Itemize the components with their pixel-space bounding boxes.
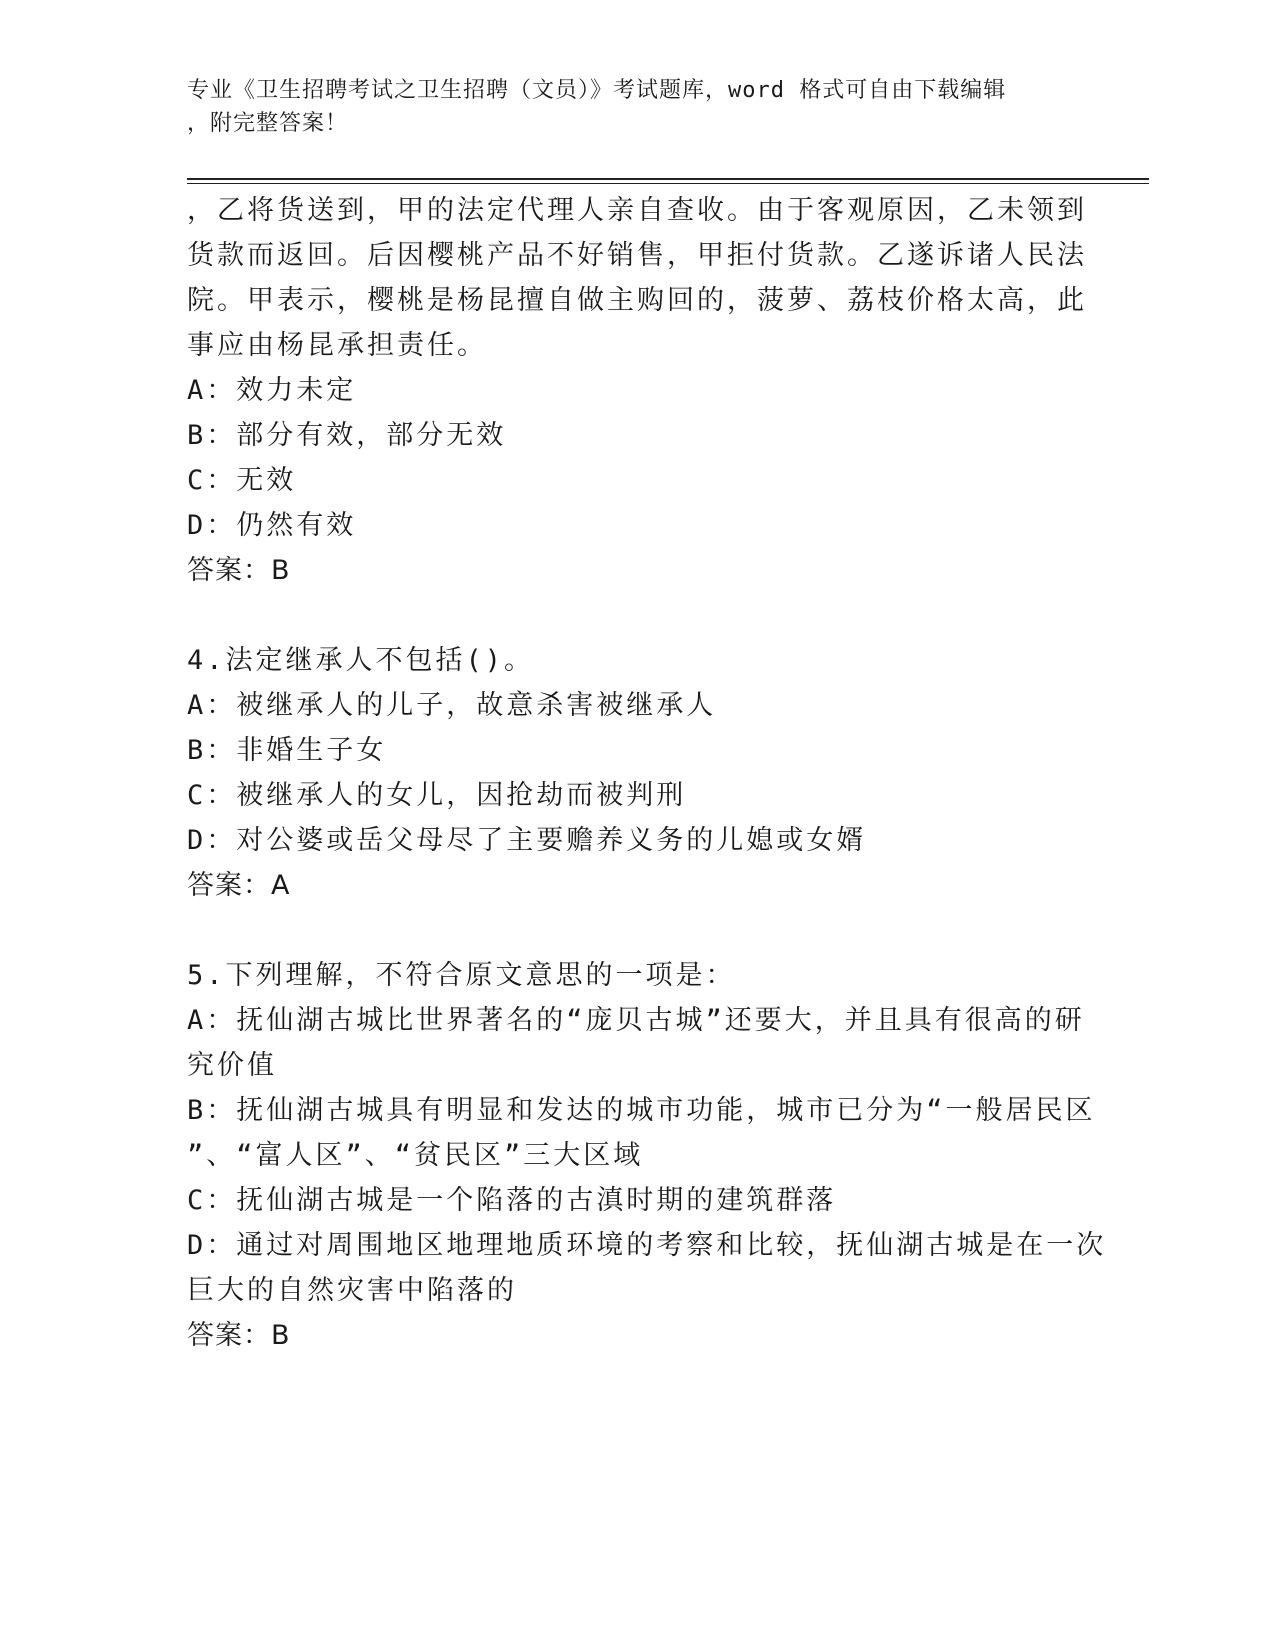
- option-d: D：对公婆或岳父母尽了主要赡养义务的儿媳或女婿: [187, 825, 867, 856]
- option-b: B：非婚生子女: [187, 735, 387, 766]
- option-b: B：部分有效，部分无效: [187, 420, 507, 451]
- answer: 答案：B: [187, 1320, 291, 1351]
- document-header: [187, 74, 1067, 140]
- question-3-text-line: 货款而返回。后因樱桃产品不好销售，甲拒付货款。乙遂诉诸人民法: [187, 240, 1087, 271]
- question-5: [187, 953, 1107, 1358]
- option-d-continued: 巨大的自然灾害中陷落的: [187, 1275, 517, 1306]
- question-3-text-line: 院。甲表示，樱桃是杨昆擅自做主购回的，菠萝、荔枝价格太高，此: [187, 285, 1087, 316]
- option-a: A：抚仙湖古城比世界著名的“庞贝古城”还要大，并且具有很高的研: [187, 1005, 1085, 1036]
- option-c: C：无效: [187, 465, 297, 496]
- option-a: A：被继承人的儿子，故意杀害被继承人: [187, 690, 717, 721]
- question-3: [187, 188, 1087, 593]
- header-line-1: 专业《卫生招聘考试之卫生招聘（文员）》考试题库，word 格式可自由下载编辑: [187, 78, 1007, 103]
- answer: 答案：B: [187, 555, 291, 586]
- option-d: D：通过对周围地区地理地质环境的考察和比较，抚仙湖古城是在一次: [187, 1230, 1107, 1261]
- option-a: A：效力未定: [187, 375, 357, 406]
- question-3-text-line: ，乙将货送到，甲的法定代理人亲自查收。由于客观原因，乙未领到: [187, 195, 1087, 226]
- question-4-stem: 4.法定继承人不包括()。: [187, 645, 535, 676]
- question-content: [187, 188, 1107, 1358]
- question-5-stem: 5.下列理解，不符合原文意思的一项是：: [187, 960, 736, 991]
- header-rule-thin: [187, 183, 1149, 184]
- option-a-continued: 究价值: [187, 1050, 277, 1081]
- option-b-continued: ”、“富人区”、“贫民区”三大区域: [187, 1140, 644, 1171]
- header-rule-thick: [187, 178, 1149, 180]
- option-c: C：被继承人的女儿，因抢劫而被判刑: [187, 780, 687, 811]
- option-c: C：抚仙湖古城是一个陷落的古滇时期的建筑群落: [187, 1185, 837, 1216]
- question-3-text-line: 事应由杨昆承担责任。: [187, 330, 487, 361]
- option-d: D：仍然有效: [187, 510, 357, 541]
- answer: 答案：A: [187, 870, 291, 901]
- header-line-2: ，附完整答案！: [187, 111, 349, 136]
- spacer: [187, 908, 1087, 953]
- spacer: [187, 593, 1087, 638]
- option-b: B：抚仙湖古城具有明显和发达的城市功能，城市已分为“一般居民区: [187, 1095, 1096, 1126]
- question-4: [187, 638, 1087, 908]
